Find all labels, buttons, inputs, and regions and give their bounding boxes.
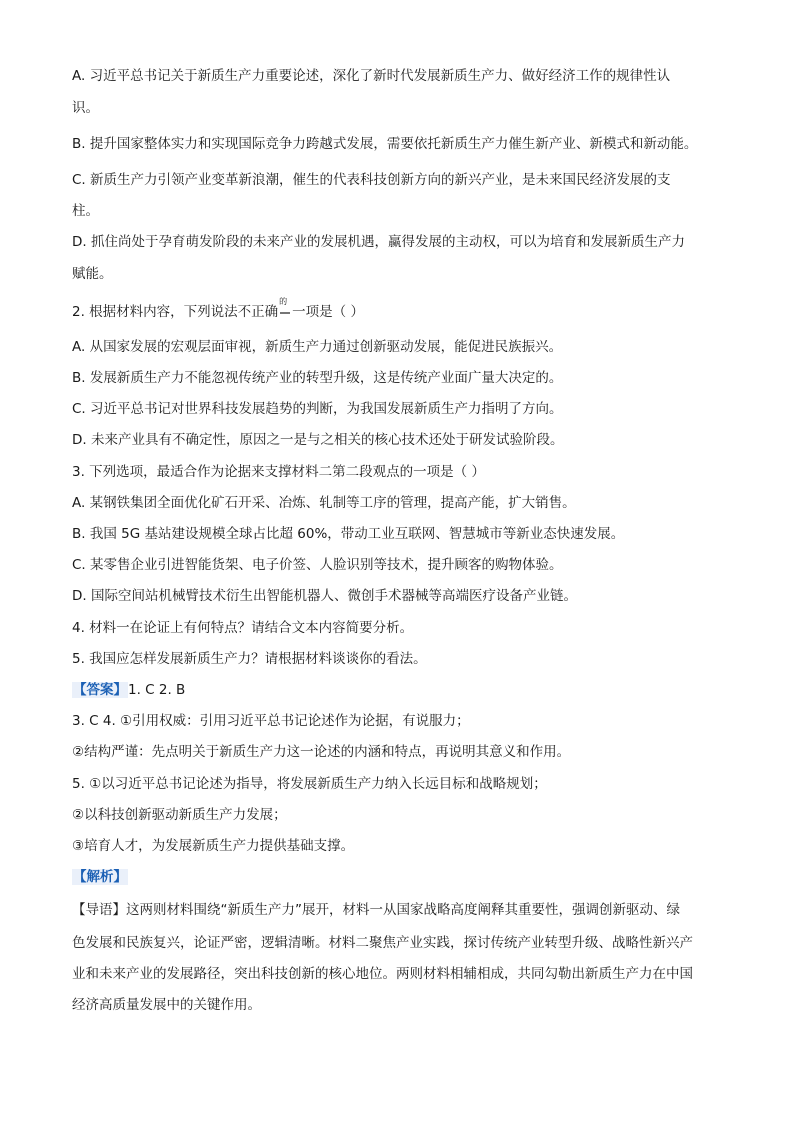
q1-option-d-line1: D. 抓住尚处于孕育萌发阶段的未来产业的发展机遇，赢得发展的主动权，可以为培育和发展新质生产力 — [72, 234, 685, 250]
answer-tag: 【答案】 — [73, 682, 127, 698]
q3-stem: 3. 下列选项，最适合作为论据来支撑材料二第二段观点的一项是（ ） — [72, 464, 485, 480]
q4-stem: 4. 材料一在论证上有何特点？请结合文本内容简要分析。 — [72, 620, 414, 636]
q2-option-a: A. 从国家发展的宏观层面审视，新质生产力通过创新驱动发展，能促进民族振兴。 — [72, 339, 563, 355]
analysis-heading — [72, 867, 128, 887]
analysis-p4: 经济高质量发展中的关键作用。 — [72, 997, 261, 1013]
answer-line2: 3. C 4. ①引用权威：引用习近平总书记论述作为论据，有说服力； — [72, 713, 470, 729]
q5-stem: 5. 我国应怎样发展新质生产力？请根据材料谈谈你的看法。 — [72, 651, 427, 667]
q2-option-b: B. 发展新质生产力不能忽视传统产业的转型升级，这是传统产业面广量大决定的。 — [72, 370, 563, 386]
q3-option-b: B. 我国 5G 基站建设规模全球占比超 60%，带动工业互联网、智慧城市等新业态快速发展。 — [72, 526, 625, 542]
analysis-p3: 业和未来产业的发展路径，突出科技创新的核心地位。两则材料相辅相成，共同勾勒出新质生产力在中国 — [72, 966, 693, 982]
q2-option-d: D. 未来产业具有不确定性，原因之一是与之相关的核心技术还处于研发试验阶段。 — [72, 432, 564, 448]
q2-stem-before: 2. 根据材料内容，下列说法不正确 — [72, 304, 279, 320]
analysis-p1-text: 这两则材料围绕“新质生产力”展开，材料一从国家战略高度阐释其重要性，强调创新驱动、绿 — [126, 902, 680, 918]
q1-option-d-line2: 赋能。 — [72, 266, 113, 282]
answer-line5: ②以科技创新驱动新质生产力发展； — [72, 807, 287, 823]
guide-tag: 【导语】 — [72, 902, 126, 918]
q2-stem-after: 一项是（ ） — [292, 304, 364, 320]
analysis-tag: 【解析】 — [73, 869, 127, 885]
analysis-p1 — [72, 900, 680, 920]
q3-option-d: D. 国际空间站机械臂技术衍生出智能机器人、微创手术器械等高端医疗设备产业链。 — [72, 588, 577, 604]
q3-option-a: A. 某钢铁集团全面优化矿石开采、冶炼、轧制等工序的管理，提高产能，扩大销售。 — [72, 495, 576, 511]
q2-ruby-mark: 的 — [279, 297, 288, 306]
answer-line6: ③培育人才，为发展新质生产力提供基础支撑。 — [72, 838, 355, 854]
answer-line3: ②结构严谨：先点明关于新质生产力这一论述的内涵和特点，再说明其意义和作用。 — [72, 744, 571, 760]
answer-line1-rest: 1. C 2. B — [128, 682, 186, 698]
q3-option-c: C. 某零售企业引进智能货架、电子价签、人脸识别等技术，提升顾客的购物体验。 — [72, 557, 563, 573]
analysis-p2: 色发展和民族复兴，论证严密，逻辑清晰。材料二聚焦产业实践，探讨传统产业转型升级、战略性新兴产 — [72, 935, 693, 951]
q1-option-c-line2: 柱。 — [72, 203, 99, 219]
q1-option-a-line1: A. 习近平总书记关于新质生产力重要论述，深化了新时代发展新质生产力、做好经济工作的规律性认 — [72, 68, 671, 84]
q2-stem — [72, 297, 364, 322]
q1-option-a-line2: 识。 — [72, 100, 99, 116]
answer-line4: 5. ①以习近平总书记论述为指导，将发展新质生产力纳入长远目标和战略规划； — [72, 776, 547, 792]
q1-option-b: B. 提升国家整体实力和实现国际竞争力跨越式发展，需要依托新质生产力催生新产业、新模式和新动能。 — [72, 136, 698, 152]
q2-option-c: C. 习近平总书记对世界科技发展趋势的判断，为我国发展新质生产力指明了方向。 — [72, 401, 563, 417]
answer-line1 — [72, 680, 185, 700]
q2-ruby-base — [280, 302, 290, 322]
q2-ruby — [278, 297, 292, 322]
q1-option-c-line1: C. 新质生产力引领产业变革新浪潮，催生的代表科技创新方向的新兴产业，是未来国民经济发展的支 — [72, 172, 671, 188]
